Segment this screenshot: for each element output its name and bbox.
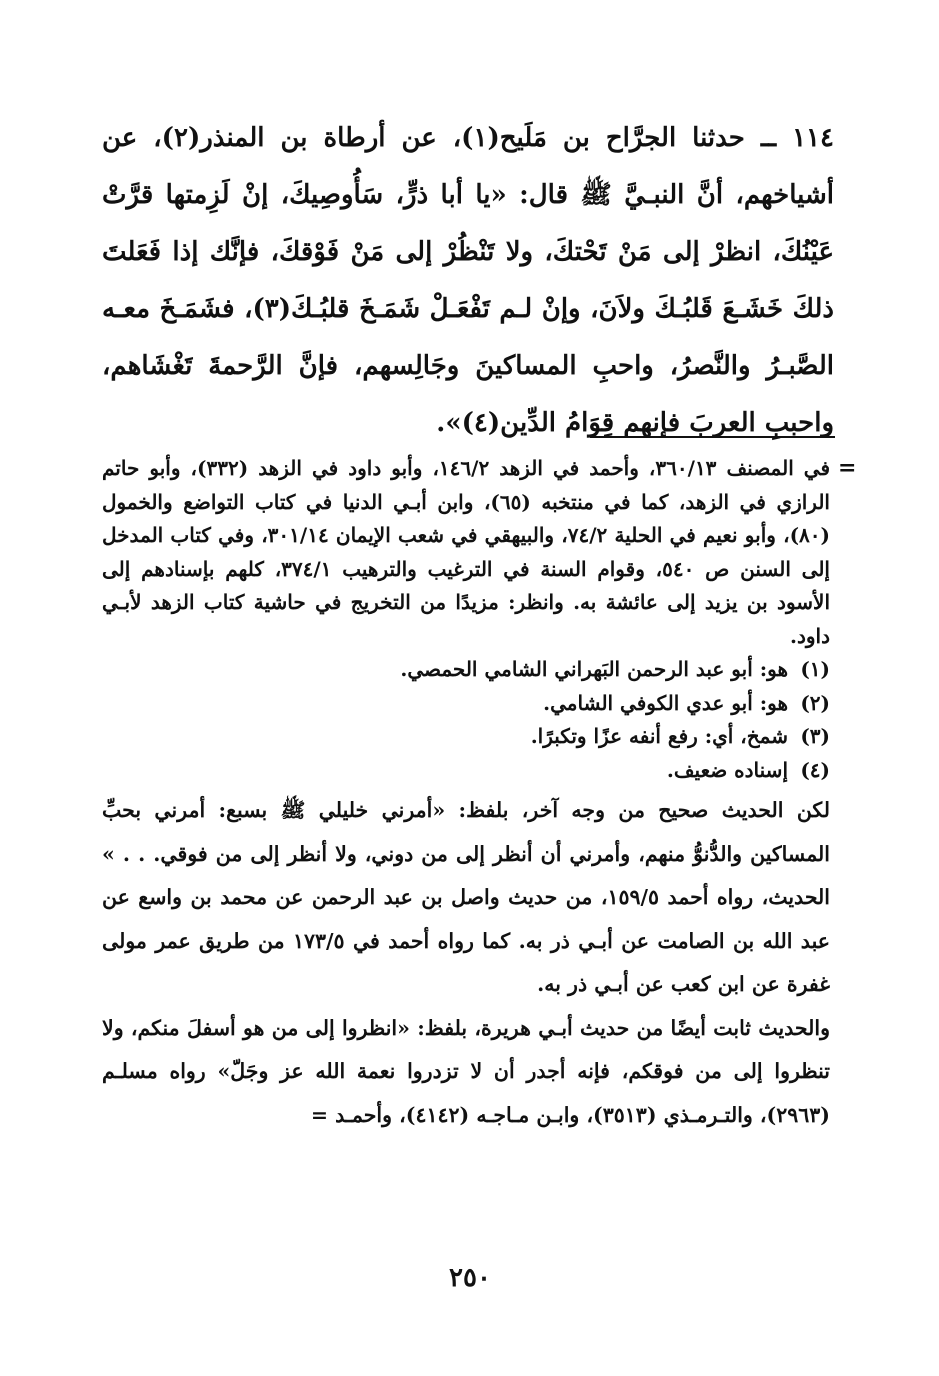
footnotes <box>102 452 830 1137</box>
footnote-paragraph: لكن الحديث صحيح من وجه آخر، بلفظ: «أمرني خليلي ﷺ بسبع: أمرني بحبِّ المساكين والدُّنوُّ منهم، وأمرني أن أنظر إلى من دوني، ولا أنظر إلى من فوقي. . . » الحديث، رواه أحمد ١٥٩/٥، من حديث واصل بن عبد الرحمن عن محمد بن واسع عن عبد الله بن الصامت عن أبـي ذر به. كما رواه أحمد في ١٧٣/٥ من طريق عمر مولى غفرة عن ابن كعب عن أبـي ذر به. <box>102 798 830 996</box>
footnote-continuation: في المصنف ٣٦٠/١٣، وأحمد في الزهد ١٤٦/٢، وأبو داود في الزهد (٣٣٢)، وأبو حاتم الرازي في الزهد، كما في منتخبه (٦٥)، وابن أبـي الدنيا في كتاب التواضع والخمول (٨٠)، وأبو نعيم في الحلية ٧٤/٢، والبيهقي في شعب الإيمان ٣٠١/١٤، وفي كتاب المدخل إلى السنن ص ٥٤٠، وقوام السنة في الترغيب والترهيب ٣٧٤/١، كلهم بإسنادهم إلى الأسود بن يزيد إلى عائشة به. وانظر: مزيدًا من التخريج في حاشية كتاب الزهد لأبـي داود. <box>102 456 831 648</box>
footnote-text: إسناده ضعيف. <box>666 757 788 782</box>
footnote-number: (٢) <box>800 690 830 715</box>
footnote-item <box>102 687 830 721</box>
footnote-text: شمخ، أي: رفع أنفه عزًا وتكبرًا. <box>530 724 788 748</box>
footnote-number: (١) <box>800 657 830 681</box>
footnote-item <box>102 653 830 687</box>
footnote-item <box>102 754 830 788</box>
footnote-text: هو: أبو عدي الكوفي الشامي. <box>543 690 788 715</box>
footnote-text: هو: أبو عبد الرحمن البَهراني الشامي الحمصي. <box>400 657 788 681</box>
page-number: ٢٥٠ <box>449 1263 491 1293</box>
main-text <box>102 110 834 452</box>
footnote-item <box>102 720 830 754</box>
continuation-marker: = <box>838 455 857 481</box>
hadith-paragraph: ١١٤ ــ حدثنا الجرَّاح بن مَلَيح(١)، عن أرطاة بن المنذر(٢)، عن أشياخهم، أنَّ النبـيَّ ﷺ قال: «يا أبا ذرٍّ، سَأُوصِيكَ، إنْ لَزِمتها قرَّتْ عَيْنُكَ، انظرْ إلى مَنْ تَحْتكَ، ولا تَنْظُرْ إلى مَنْ فَوْقكَ، فإنَّك إذا فَعَلتَ ذلكَ خَشَـعَ قَلبُـكَ ولاَنَ، وإنْ لـم تَفْعَـلْ شَمَـخَ قلبُـكَ(٣)، فشَمَـخَ معـه الصَّبـرُ والنَّصرُ، واحبِ المساكينَ وجَالِسهم، فإنَّ الرَّحمةَ تَغْشَاهم، واحببِ العربَ فإنهم قِوَامُ الدِّين(٤)». <box>102 123 834 438</box>
footnote-paragraph: والحديث ثابت أيضًا من حديث أبـي هريرة، بلفظ: «انظروا إلى من هو أسفلَ منكم، ولا تنظروا إلى من فوقكم، فإنه أجدر أن لا تزدروا نعمة الله عز وجَلّ» رواه مسلـم (٢٩٦٣)، والتـرمـذي (٣٥١٣)، وابـن مـاجـه (٤١٤٢)، وأحمـد = <box>102 1015 830 1127</box>
footnote-separator <box>590 436 835 438</box>
footnote-number: (٤) <box>800 757 830 782</box>
footnote-number: (٣) <box>800 724 830 748</box>
